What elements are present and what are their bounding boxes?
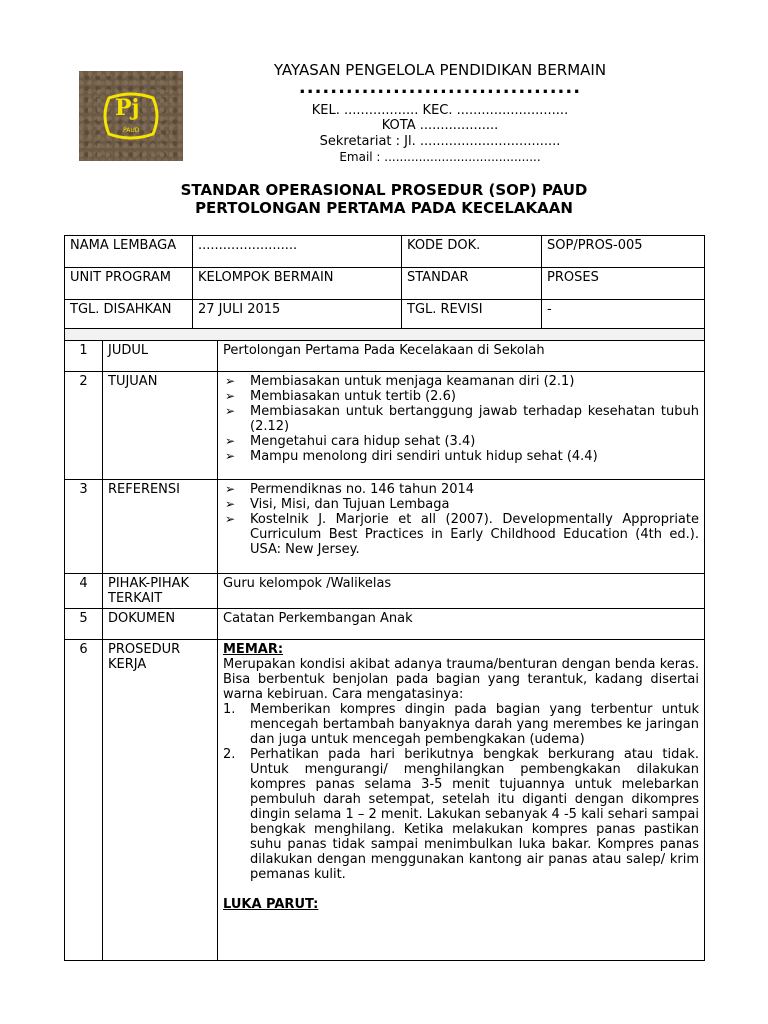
meta-row [65,268,705,300]
list-item [223,702,699,747]
step-text: Perhatikan pada hari berikutnya bengkak berkurang atau tidak. Untuk mengurangi/ menghilangkan pembengkakan dilakukan kompres panas selama 3-5 menit tujuannya untuk melebarkan pembuluh darah setempat, setelah itu diganti dengan dikompres dingin selama 1 – 2 menit. Lakukan sebanyak 4 -5 kali sehari sampai bengkak menghilang. Ketika melakukan kompres panas pastikan suhu panas tidak sampai menimbulkan luka bakar. Kompres panas dilakukan dengan menggunakan kantong air panas atau salep/ krim pemanas kulit. [250,747,699,882]
list-item: ➢ Permendiknas no. 146 tahun 2014 [223,482,699,497]
row-number: 4 [65,574,103,609]
doc-title-line2: PERTOLONGAN PERTAMA PADA KECELAKAAN [195,199,573,217]
row-content: Guru kelompok /Walikelas [218,574,705,609]
address-kel: KEL. .................. KEC. ........................... [311,103,569,118]
row-label: PIHAK-PIHAK TERKAIT [103,574,218,609]
address-sekretariat: Sekretariat : Jl. .................................. [319,134,561,149]
step-number: 2. [223,747,236,762]
row-number: 5 [65,609,103,640]
list-item: ➢ Membiasakan untuk bertanggung jawab terhadap kesehatan tubuh (2.12) [223,404,699,434]
row-label: JUDUL [103,341,218,372]
meta-label: TGL. DISAHKAN [65,300,193,332]
section-heading-memar: MEMAR: [223,642,284,657]
step-number: 1. [223,702,236,717]
paud-logo [79,71,183,161]
list-item: ➢ Kostelnik J. Marjorie et all (2007). Developmentally Appropriate Curriculum Best Practices in Early Childhood Education (4th ed.). USA: New Jersey. [223,512,699,557]
logo-text: Pj [115,95,140,121]
meta-value: ........................ [193,236,402,268]
list-item: ➢ Mampu menolong diri sendiri untuk hidup sehat (4.4) [223,449,699,464]
list-item: ➢ Membiasakan untuk tertib (2.6) [223,389,699,404]
row-tujuan [65,372,705,480]
logo-subtext: PAUD [123,127,140,134]
row-dokumen [65,609,705,640]
org-dots: .................................... [298,77,582,98]
list-item: ➢ Mengetahui cara hidup sehat (3.4) [223,434,699,449]
meta-value: 27 JULI 2015 [193,300,402,332]
tujuan-list [223,374,699,464]
spacer-row [65,329,705,341]
meta-value: - [542,300,705,332]
row-prosedur [65,640,705,961]
meta-table [64,235,705,332]
row-label: REFERENSI [103,480,218,574]
memar-intro: Merupakan kondisi akibat adanya trauma/benturan dengan benda keras. Bisa berbentuk benjolan pada bagian yang terantuk, kadang disertai warna kebiruan. Cara mengatasinya: [223,657,699,702]
memar-steps [223,702,699,882]
row-content [218,480,705,574]
row-content: Pertolongan Pertama Pada Kecelakaan di Sekolah [218,341,705,372]
row-content [218,640,705,961]
row-content: Catatan Perkembangan Anak [218,609,705,640]
list-item: ➢ Visi, Misi, dan Tujuan Lembaga [223,497,699,512]
row-number: 3 [65,480,103,574]
meta-label: STANDAR [402,268,542,300]
meta-value: PROSES [542,268,705,300]
address-email: Email : ......................................... [339,150,541,164]
meta-label: KODE DOK. [402,236,542,268]
row-label: DOKUMEN [103,609,218,640]
sop-table [64,328,705,961]
row-label: PROSEDUR KERJA [103,640,218,961]
list-item: ➢ Membiasakan untuk menjaga keamanan diri (2.1) [223,374,699,389]
meta-value: KELOMPOK BERMAIN [193,268,402,300]
meta-value: SOP/PROS-005 [542,236,705,268]
row-referensi [65,480,705,574]
doc-title-line1: STANDAR OPERASIONAL PROSEDUR (SOP) PAUD [180,181,588,199]
referensi-list [223,482,699,557]
meta-label: NAMA LEMBAGA [65,236,193,268]
row-label: TUJUAN [103,372,218,480]
address-kota: KOTA ................... [381,118,499,133]
meta-row [65,300,705,332]
row-number: 1 [65,341,103,372]
row-judul [65,341,705,372]
section-heading-luka-parut: LUKA PARUT: [223,897,319,912]
row-number: 6 [65,640,103,961]
meta-label: TGL. REVISI [402,300,542,332]
row-content [218,372,705,480]
meta-row [65,236,705,268]
list-item [223,747,699,882]
meta-label: UNIT PROGRAM [65,268,193,300]
step-text: Memberikan kompres dingin pada bagian yang terbentur untuk mencegah bertambah banyaknya darah yang merembes ke jaringan dan juga untuk mencegah pembengkakan (udema) [250,702,699,747]
row-number: 2 [65,372,103,480]
row-pihak [65,574,705,609]
org-name: YAYASAN PENGELOLA PENDIDIKAN BERMAIN [273,61,607,79]
